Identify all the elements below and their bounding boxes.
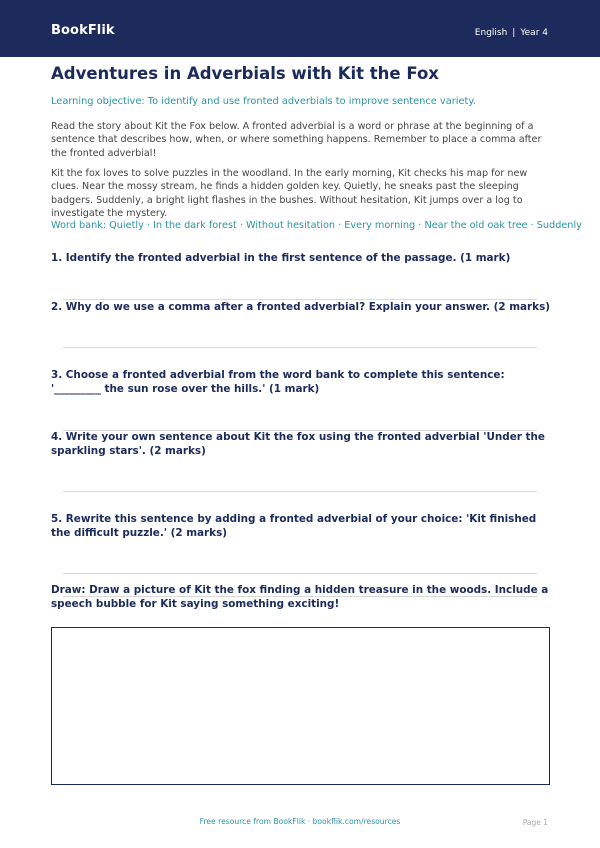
question-4: 4. Write your own sentence about Kit the fox using the fronted adverbial 'Under the sparkling stars'. (2 marks) xyxy=(51,431,545,457)
meta-separator: | xyxy=(512,28,516,38)
word-bank: Word bank: Quietly · In the dark forest · Without hesitation · Every morning · Near the old oak tree · Suddenly xyxy=(51,220,582,231)
subject-label: English xyxy=(474,28,508,38)
subject-year-label xyxy=(475,28,548,38)
page-header xyxy=(0,0,600,57)
footer-credit[interactable]: Free resource from BookFlik · bookflik.com/resources xyxy=(199,817,401,826)
question-1: 1. Identify the fronted adverbial in the first sentence of the passage. (1 mark) xyxy=(51,252,511,264)
question-3: 3. Choose a fronted adverbial from the word bank to complete this sentence: '_________ the sun rose over the hills.' (1 mark) xyxy=(51,369,505,395)
question-2: 2. Why do we use a comma after a fronted adverbial? Explain your answer. (2 marks) xyxy=(51,301,551,313)
question-5: 5. Rewrite this sentence by adding a fronted adverbial of your choice: 'Kit finished the difficult puzzle.' (2 marks) xyxy=(51,513,537,539)
brand-logo: BookFlik xyxy=(51,23,115,38)
answer-line[interactable] xyxy=(63,491,537,492)
intro-paragraph: Read the story about Kit the Fox below. A fronted adverbial is a word or phrase at the beginning of a sentence that describes how, when, or where something happens. Remember to place a comma after the fronted adverbial! xyxy=(51,121,542,159)
answer-line[interactable] xyxy=(63,596,537,597)
drawing-box[interactable] xyxy=(51,627,550,785)
page-number: Page 1 xyxy=(522,818,548,827)
story-paragraph: Kit the fox loves to solve puzzles in the woodland. In the early morning, Kit checks his map for new clues. Near the mossy stream, he finds a hidden golden key. Quietly, he sneaks past the sleeping badgers. Suddenly, a bright light flashes in the bushes. Without hesitation, Kit jumps over a log to investigate the mystery. xyxy=(51,168,528,219)
worksheet-title: Adventures in Adverbials with Kit the Fox xyxy=(51,64,439,83)
learning-objective: Learning objective: To identify and use fronted adverbials to improve sentence variety. xyxy=(51,96,476,107)
draw-prompt: Draw: Draw a picture of Kit the fox finding a hidden treasure in the woods. Include a speech bubble for Kit saying something exciting! xyxy=(51,584,549,610)
answer-line[interactable] xyxy=(63,347,537,348)
answer-line[interactable] xyxy=(63,573,537,574)
year-label: Year 4 xyxy=(520,28,548,38)
